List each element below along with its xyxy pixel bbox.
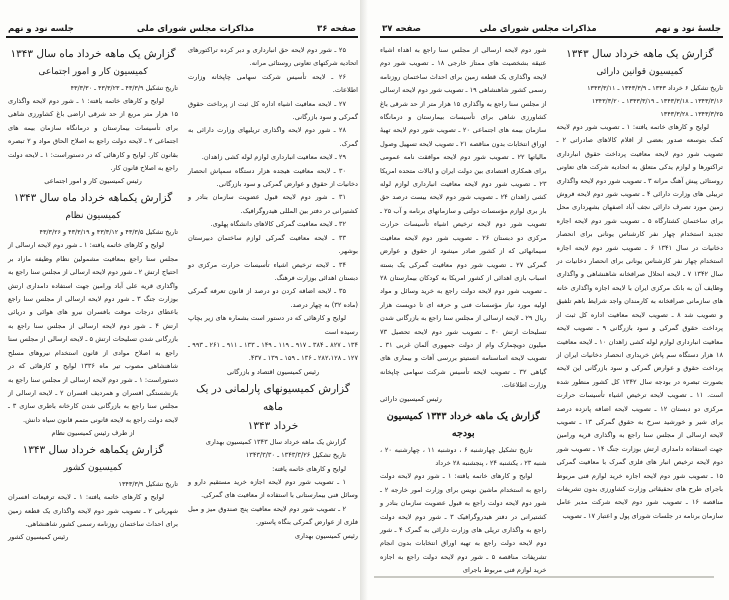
committee-signature: رئیس کمیسیون بهداری (294, 531, 358, 540)
session-label: جلسهٔ نود و نهم (655, 24, 721, 34)
page-number: صفحه ۳۷ (382, 24, 421, 34)
list-item: ۳۴ ـ لایحه ترخیص اشیاء تأسیسات حرارت مرکزی دو دبستان اهدائی بوزارت فرهنگ. (188, 260, 358, 282)
report-title: گزارش یکماهه خرداد سال ۱۳۴۳ (22, 444, 164, 457)
committee-signature: از طرف رئیس کمیسیون نظام (51, 429, 135, 438)
list-item: ۲ ـ تصویب شور دوم لایحه معافیت پنج صندوق میز و مبل فلزی از عوارض گمرکی بنگاه پاستور. (188, 504, 358, 527)
list-item: ۳۱ ـ شور دوم لایحه قبول عضویت سازمان بنادر و کشتیرانی در دفتر بین المللی هیدروگرافیک. (188, 193, 358, 215)
list-item: ۳۲ ـ لایحه معافیت گمرکی کالاهای دانشگاه پهلوی. (210, 220, 346, 229)
meeting-dates: تاریخ تشکیل ۱۳۴۳/۳/۹ (118, 480, 178, 489)
list-item: ۳۰ ـ لایحه معافیت هیجده هزار دستگاه سمپاش انحصار دخانیات از حقوق و عوارض گمرکی و سود بازرگانی. (188, 166, 358, 189)
committee-title: کمیسیون قوانین دارائی (596, 67, 684, 77)
meeting-dates: تاریخ تشکیل ۴۳/۳/۹ ـ ۴۳/۳/۲۳ ـ ۴۳/۳/۳۰ (70, 84, 178, 92)
committee-signature: رئیس کمیسیون کشور (8, 533, 69, 542)
meeting-dates: تاریخ تشکیل چهارشنبه ۶ ، دوشنبه ۱۱ ، چهارشنبه ۲۰ ، شنبه ۲۳ ، یکشنبه ۲۴ ، پنجشنبه ۲۸ خرداد (380, 445, 547, 467)
meeting-dates: ۱۳۴۳/۳/۲۵ ـ ۱۳۴۳/۳/۲۸ (660, 110, 723, 118)
pending-intro: لوایح و کارهائی که در دستور است بشماره های زیر بچاپ رسیده است (188, 314, 358, 336)
report-title: گزارش یک ماهه خرداد ۱۳۴۳ کمیسیون بودجه (386, 410, 540, 439)
health-dates: تاریخ تشکیل ۱۳۴۳/۳/۲۶ ـ ۱۳۴۳/۳/۳۰ (245, 451, 346, 460)
page-number: صفحه ۳۶ (317, 24, 356, 34)
meeting-dates: تاریخ تشکیل ۶ خرداد ۱۳۴۳ ـ ۱۳۴۳/۳/۹ ـ ۱۳۴۳/۳/۱۱ (587, 84, 723, 92)
report-body: لوایح و کارهای خاتمه یافته: ۱ ـ شور دوم لایحه دولت راجع به استخدام ماشین نویس برای وزارت امور خارجه ۲ ـ شور دوم لایحه دولت راجع به قبول عضویت سازمان بنادر و کشتیرانی در دفتر هیدروگرافیک ۳ ـ شور دوم لایحه دولت راجع به واگذاری تریلی های وزارت دارائی به گمرک ۴ ـ شور دوم لایحه دولت راجع به تهیه اوراق انتخابات بدون انجام تشریفات مناقصه ۵ ـ شور دوم لایحه دولت راجع به اجازه خرید لوازم فنی مربوط باجرای (380, 472, 547, 575)
book-gutter (360, 0, 368, 600)
meeting-dates: ۱۳۴۳/۳/۱۶ ـ ۱۳۴۳/۳/۱۸ ـ ۱۳۴۳/۳/۱۹ ـ ۱۳۴۳/۳/۲۰ (591, 97, 723, 105)
running-head (6, 22, 358, 38)
report-body: شور دوم لایحه ارسالی از مجلس سنا راجع به اهداء اشیاء عتیقه بشخصیت های ممتاز خارجی ۱۸ ـ تصویب شور دوم لایحه واگذاری یک قطعه زمین برای احداث ساختمان روزنامه رسمی کشور شاهنشاهی ۱۹ ـ تصویب شور دوم لایحه ارسالی از مجلس سنا راجع به واگذاری ۱۵ هزار متر از حد شرقی باغ کشاورزی شاهی برای تأسیسات بیمارستان و درمانگاه سازمان بیمه های اجتماعی ۲۰ ـ تصویب شور دوم لایحه تهیهٔ اوراق انتخابات بدون مناقصه ۲۱ ـ تصویب لایحه تسهیل وصول مالیاتها ۲۲ ـ تصویب شور دوم لایحه موافقت نامه عمومی برای همکاری اقتصادی بین دولت ایران و ایالات متحده امریکا ۲۳ ـ تصویب شور دوم لایحه معافیت انبارداری لوازم لوله کشی زاهدان ۲۴ ـ تصویب شور دوم لایحه بیست درصد حق بار بری لوازم مؤسسات دولتی و سازمانهای برنامه و آب ۲۵ ـ تصویب شور دوم لایحه ترخیص اشیاء تأسیسات حرارت مرکزی دو دبستان ۲۶ ـ تصویب شور دوم لایحه معافیت سیمانهائی که از کشور صادر میشود از حقوق و عوارض گمرکی ۲۷ ـ تصویب شور دوم معافیت گمرکی یک بسته اسباب بازی اهدائی از کشور امریکا به کودکان بیمارستان ۲۸ ـ تصویب شور دوم لایحه دولت راجع به خرید وسائل و مواد اولیه مورد نیاز مؤسسات فنی و حرفه ای تا دویست هزار ریال ۲۹ ـ لایحه ارسالی از مجلس سنا راجع به بازرگانی شدن تسلیحات ارتش ۳۰ ـ تصویب شور دوم لایحه تحصیل ۷۳ میلیون دویچمارک وام از دولت جمهوری آلمان غربی ۳۱ ـ تصویب لایحه اساسنامه انستیتو بررسی آفات و بیماری های گیاهی ۳۲ ـ تصویب لایحه تأسیس شرکت سهامی چاپخانه وزارت اطلاعات. (380, 46, 547, 390)
section-title: گزارش کمیسیونهای پارلمانی در یک ماهه (196, 382, 350, 413)
report-body: لوایح و کارهای خاتمه یافته: ۱ ـ شور دوم لایحه ارسالی از مجلس سنا راجع بمعافیت مشمولین نظام وظیفه مازاد بر احتیاج ارتش ۲ ـ شور دوم لایحه ارسالی از مجلس سنا راجع به واگذاری قریه علی آباد ورامین جهت استفاده دامداری ارتش بوزارت جنگ ۳ ـ شور دوم لایحه ارسالی از مجلس سنا راجع باعطای درجات موقت بافسران نیرو های هوائی و دریائی ارتش ۴ ـ شور دوم لایحه ارسالی از مجلس سنا راجع به بازرگانی شدن تسلیحات ارتش ۵ ـ لایحه ارسالی از مجلس سنا راجع به اصلاح موادی از قانون استخدام نیروهای مسلح شاهنشاهی مصوب تیر ماه ۱۳۳۶ لوایح و کارهائی که در دستوراست: ۱ ـ شور دوم لایحه ارسالی از مجلس سنا راجع به بازنشستگی افسران و همردیف افسران ۲ ـ لایحه ارسالی از مجلس سنا راجع به بازرگانی شدن کارخانه باطری سازی ۳ ـ لایحه دولت راجع به لایحه قانونی متمم قانون سیاه دانش. (8, 241, 179, 424)
meeting-dates: تاریخ تشکیل ۴۳/۳/۵ و ۴۳/۳/۱۲ و ۴۳/۳/۱۹ و ۴۳/۳/۲۶ (39, 228, 178, 237)
list-item: ۳۵ ـ لایحه اضافه کردن دو درصد از قانون تعرفه گمرکی (ماده ۳۲) به چهار درصد. (188, 287, 358, 309)
committee-signature: رئیس کمیسیون دارائی (380, 394, 442, 403)
page-36 (0, 0, 364, 600)
report-title: گزارش یکماهه خرداد ماه سال ۱۳۴۳ (13, 192, 173, 205)
list-item: ۳۳ ـ لایحه معافیت گمرکی لوازم ساختمان دبیرستان بوشهر. (188, 233, 358, 256)
committee-title: کمیسیون کار و امور اجتماعی (38, 67, 148, 77)
running-head (380, 22, 723, 38)
report-body: لوایح و کارهای خاتمه یافته: ۱ ـ تصویب شور دوم لایحه کمک بتوسعه صدور بعضی از اقلام کالاهای صادراتی ۲ ـ تصویب شور دوم لایحه معافیت پرداخت حقوق انبارداری تراکتورها و لوازم یدکی متعلق به اتحادیه شرکت های تعاونی روستائی پیش آهنگ مرانه ۳ ـ تصویب شور دوم لایحه واگذاری تربیلی های وزارت دارائی ۴ ـ تصویب شور دوم لایحه فروش زمین مورد تصرف دارائی نجف آباد اصفهان بشهرداری محل برای ساختمان کشتارگاه ۵ ـ تصویب شور دوم لایحه اجازه تجدید استخدام چهار نفر کارشناس یونانی برای انحصار دخانیات در سال ۱۳۴۱ ۶ ـ تصویب شور دوم لایحه اجازه استخدام چهار نفر کارشناس یونانی برای انحصار دخانیات در سال ۱۳۴۲ ۷ ـ لایحه انحلال صرافخانه شاهنشاهی و واگذاری وظایف آن به بانک مرکزی ایران با لایحه اجازه واگذاری خانه های سازمانی صرافخانه به کارمندان واجد شرایط باهم تلفیق و تصویب شد ۸ ـ تصویب لایحه معافیت اداره کل ثبت از پرداخت حقوق گمرکی و سود بازرگانی ۹ ـ تصویب لایحه معافیت انبارداری لوازم لوله کشی زاهدان ۱۰ ـ لایحه معافیت ۱۸ هزار دستگاه سم پاش خریداری انحصار دخانیات ایران از پرداخت حقوق و عوارض گمرکی و سود بازرگانی این لایحه بصورت تبصره در بودجه سال ۱۳۴۲ کل کشور منظور شده است. ۱۱ ـ تصویب لایحه ترخیص اشیاء تأسیسات حرارت مرکزی دو دبستان ۱۲ ـ تصویب لایحه اضافه پانزده درصد برای شیر و خورشید سرخ به حقوق گمرکی ۱۳ ـ تصویب لایحه ارسالی از مجلس سنا راجع به واگذاری قریه ورامین جهت استفاده دامداری ارتش بوزارت جنگ ۱۴ ـ تصویب شور دوم لایحه ترخیص انبار های فلزی گمرک با معافیت گمرکی ۱۵ ـ تصویب شور دوم لایحه اجازه خرید لوازم فنی مربوط باجرای طرح های تحقیقاتی وزارت کشاورزی بدون تشریفات مناقصه ۱۶ ـ تصویب شور دوم لایحه شرکت مدیر عامل سازمان برنامه در جلسات شورای پول و اعتبار ۱۷ ـ تصویب (556, 123, 724, 520)
column-right (188, 44, 358, 544)
session-label: جلسه نود و نهم (8, 24, 74, 34)
committee-title: کمیسیون نظام (65, 211, 121, 222)
column-right (557, 44, 724, 578)
columns (380, 44, 723, 578)
report-title: گزارش یک ماهه خرداد ماه سال ۱۳۴۳ (10, 48, 176, 60)
page-37 (364, 0, 729, 600)
publication-title: مذاکرات مجلس شورای ملی (479, 24, 597, 34)
columns (6, 44, 358, 544)
report-body: لوایح و کارهای خاتمه یافته: ۱ ـ شور دوم لایحه واگذاری ۱۵ هزار متر مربع از حد شرقی اراضی باغ کشاورزی شاهی برای تأسیسات بیمارستان و درمانگاه سازمان بیمه های اجتماعی ۲ ـ لایحه دولت راجع به اصلاح الحاق مواد و ۲ تبصره بقانون کار. لوایح و کارهائی که در دستوراست: ۱ ـ لایحه دولت راجع به اصلاح قانون کار. (8, 97, 178, 173)
list-item: ۲۸ ـ شور دوم لایحه واگذاری تریلیهای وزارت دارائی به گمرک. (188, 126, 358, 148)
committee-signature: رئیس کمیسیون کار و امور اجتماعی (44, 177, 142, 186)
list-item: ۲۷ ـ لایحه معافیت اشیاء اداره کل ثبت از پرداخت حقوق گمرکی و سود بازرگانی. (188, 99, 358, 122)
list-item: ۲۹ ـ لایحه معافیت انبارداری لوازم لوله کشی زاهدان. (201, 153, 346, 162)
report-body: لوایح و کارهای خاتمه یافته: ۱ ـ لایحه ترفیعات افسران شهربانی ۲ ـ تصویب شور دوم لایحه واگذاری یک قطعه زمین برای احداث ساختمان روزنامه رسمی کشور شاهنشاهی. (8, 493, 178, 528)
committee-title: کمیسیون کشور (63, 463, 123, 474)
list-item: ۲۵ ـ شور دوم لایحه حق انبارداری و دبر کرده تراکتورهای اتحادیه شرکتهای تعاونی روستائی مرانه. (188, 46, 358, 68)
pending-numbers: ۱۳۴ ـ ۸۲۷ ـ ۳۸۴ ـ ۹۱۷ ـ ۱۱۹ ـ ۱۴۹ ـ ۱۳۳ ـ ۹۱۱ ـ ۲۶۱ ـ ۹۹۳ ـ ۱۲۷ ـ ۲۸۲،۱۲۸ ـ ۱۳۶ ـ ۱۵۹ ـ ۱۳۹ ـ ۴۳۷. (188, 340, 359, 363)
health-heading: گزارش یک ماهه خرداد سال ۱۳۴۳ کمیسیون بهداری (205, 437, 346, 446)
committee-signature: رئیس کمیسیون اقتصاد و بازرگانی (226, 367, 320, 376)
publication-title: مذاکرات مجلس شورای ملی (136, 24, 255, 34)
column-left (8, 44, 178, 544)
section-subtitle: خرداد ۱۳۴۳ (247, 419, 299, 432)
list-item: ۲۶ ـ لایحه تأسیس شرکت سهامی چاپخانه وزارت اطلاعات. (188, 72, 358, 95)
column-left (380, 44, 547, 578)
scan-edge-line (374, 576, 714, 578)
report-title: گزارش یک ماهه خرداد سال ۱۳۴۳ (566, 48, 714, 60)
health-label: لوایح و کارهای خاتمه یافته: (272, 464, 346, 473)
list-item: ۱ ـ تصویب شور دوم لایحه اجازه خرید مستقیم دارو و وسائل فنی بیمارستانی با استفاده از معافیت های گمرکی. (188, 477, 358, 500)
